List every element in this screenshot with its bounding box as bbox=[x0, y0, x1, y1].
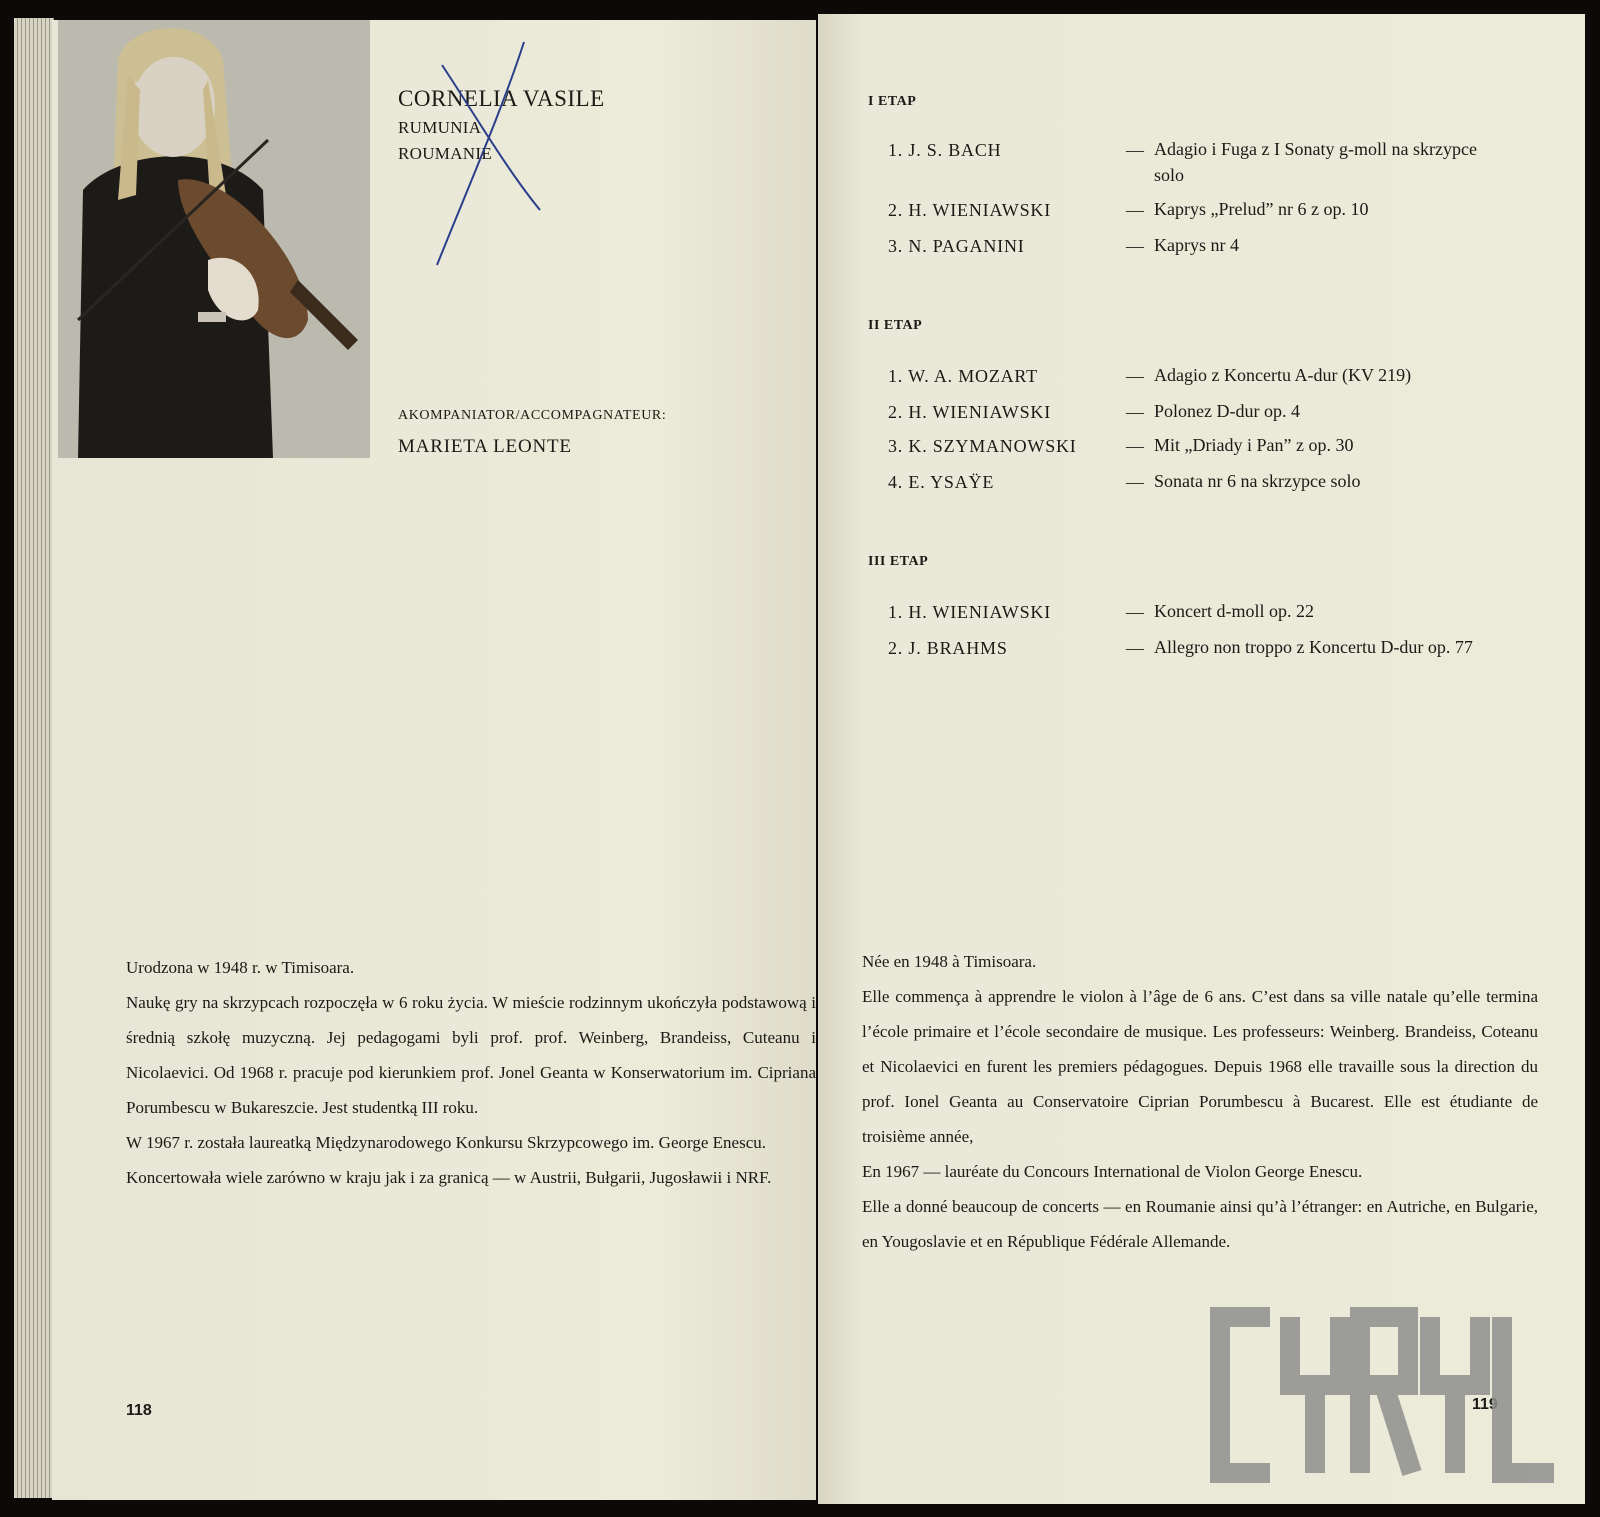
work-title: Koncert d-moll op. 22 bbox=[1154, 601, 1314, 621]
work-title: Sonata nr 6 na skrzypce solo bbox=[1154, 471, 1361, 491]
page-edges bbox=[14, 18, 54, 1498]
dash: — bbox=[1126, 140, 1144, 160]
violinist-photo bbox=[58, 20, 370, 458]
right-page bbox=[818, 14, 1585, 1504]
bio-paragraph: En 1967 — lauréate du Concours International de Violon George Enescu. bbox=[862, 1162, 1363, 1181]
work-title: Mit „Driady i Pan” z op. 30 bbox=[1154, 435, 1354, 455]
composer: 3. K. SZYMANOWSKI bbox=[888, 436, 1077, 456]
dash: — bbox=[1126, 472, 1144, 492]
work-title: Polonez D-dur op. 4 bbox=[1154, 401, 1300, 421]
performer-name: CORNELIA VASILE bbox=[398, 86, 605, 111]
work-title: Allegro non troppo z Koncertu D-dur op. 77 bbox=[1154, 637, 1473, 657]
composer: 4. E. YSAŸE bbox=[888, 472, 995, 492]
biography-pl bbox=[126, 950, 816, 1195]
dash: — bbox=[1126, 638, 1144, 658]
dash: — bbox=[1126, 436, 1144, 456]
bio-paragraph: Née en 1948 à Timisoara. bbox=[862, 952, 1037, 971]
accompanist-name: MARIETA LEONTE bbox=[398, 436, 572, 457]
bio-paragraph: Koncertowała wiele zarówno w kraju jak i za granicą — w Austrii, Bułgarii, Jugosławii i NRF. bbox=[126, 1168, 772, 1187]
dash: — bbox=[1126, 200, 1144, 220]
bio-paragraph: Elle commença à apprendre le violon à l’âge de 6 ans. C’est dans sa ville natale qu’elle termina l’école primaire et l’école secondaire de musique. Les professeurs: Weinberg. Brandeiss, Coteanu et Nicolaevici en furent les premiers pédagogues. Depuis 1968 elle travaille sous la direction du prof. Ionel Geanta au Conservatoire Ciprian Porumbescu à Bucarest. Elle est étudiante de troisième année, bbox=[862, 987, 1538, 1146]
work-title: Adagio i Fuga z I Sonaty g-moll na skrzypce solo bbox=[1154, 139, 1477, 185]
work-title: Kaprys nr 4 bbox=[1154, 235, 1239, 255]
accompanist-label: AKOMPANIATOR/ACCOMPAGNATEUR: bbox=[398, 408, 667, 423]
stage-title: II ETAP bbox=[868, 318, 923, 333]
stage-title: I ETAP bbox=[868, 94, 917, 109]
work-title: Kaprys „Prelud” nr 6 z op. 10 bbox=[1154, 199, 1369, 219]
dash: — bbox=[1126, 366, 1144, 386]
composer: 3. N. PAGANINI bbox=[888, 236, 1025, 256]
dash: — bbox=[1126, 402, 1144, 422]
pen-cross-mark bbox=[432, 40, 542, 270]
biography-fr bbox=[862, 944, 1538, 1259]
bio-paragraph: Naukę gry na skrzypcach rozpoczęła w 6 roku życia. W mieście rodzinnym ukończyła podstawową i średnią szkołę muzyczną. Jej pedagogami byli prof. prof. Weinberg, Brandeiss, Cuteanu i Nicolaevici. Od 1968 r. pracuje pod kierunkiem prof. Jonel Geanta w Konserwatorium im. Cipriana Porumbescu w Bukareszcie. Jest studentką III roku. bbox=[126, 993, 816, 1117]
cyryl-watermark-logo bbox=[1208, 1305, 1568, 1485]
dash: — bbox=[1126, 602, 1144, 622]
composer: 2. J. BRAHMS bbox=[888, 638, 1008, 658]
composer: 1. J. S. BACH bbox=[888, 140, 1002, 160]
composer: 1. H. WIENIAWSKI bbox=[888, 602, 1051, 622]
work-title: Adagio z Koncertu A-dur (KV 219) bbox=[1154, 365, 1412, 385]
left-page bbox=[52, 20, 816, 1500]
dash: — bbox=[1126, 236, 1144, 256]
page-number-right: 119 bbox=[1472, 1396, 1498, 1413]
composer: 2. H. WIENIAWSKI bbox=[888, 200, 1051, 220]
bio-paragraph: Elle a donné beaucoup de concerts — en Roumanie ainsi qu’à l’étranger: en Autriche, en Bulgarie, en Yougoslavie et en République Fédérale Allemande. bbox=[862, 1197, 1538, 1251]
page-number-left: 118 bbox=[126, 1402, 152, 1419]
bio-paragraph: W 1967 r. została laureatką Międzynarodowego Konkursu Skrzypcowego im. George Enescu. bbox=[126, 1133, 766, 1152]
composer: 1. W. A. MOZART bbox=[888, 366, 1038, 386]
stage-title: III ETAP bbox=[868, 554, 929, 569]
composer: 2. H. WIENIAWSKI bbox=[888, 402, 1051, 422]
country-fr: ROUMANIE bbox=[398, 144, 493, 163]
country-pl: RUMUNIA bbox=[398, 118, 482, 137]
bio-paragraph: Urodzona w 1948 r. w Timisoara. bbox=[126, 958, 355, 977]
